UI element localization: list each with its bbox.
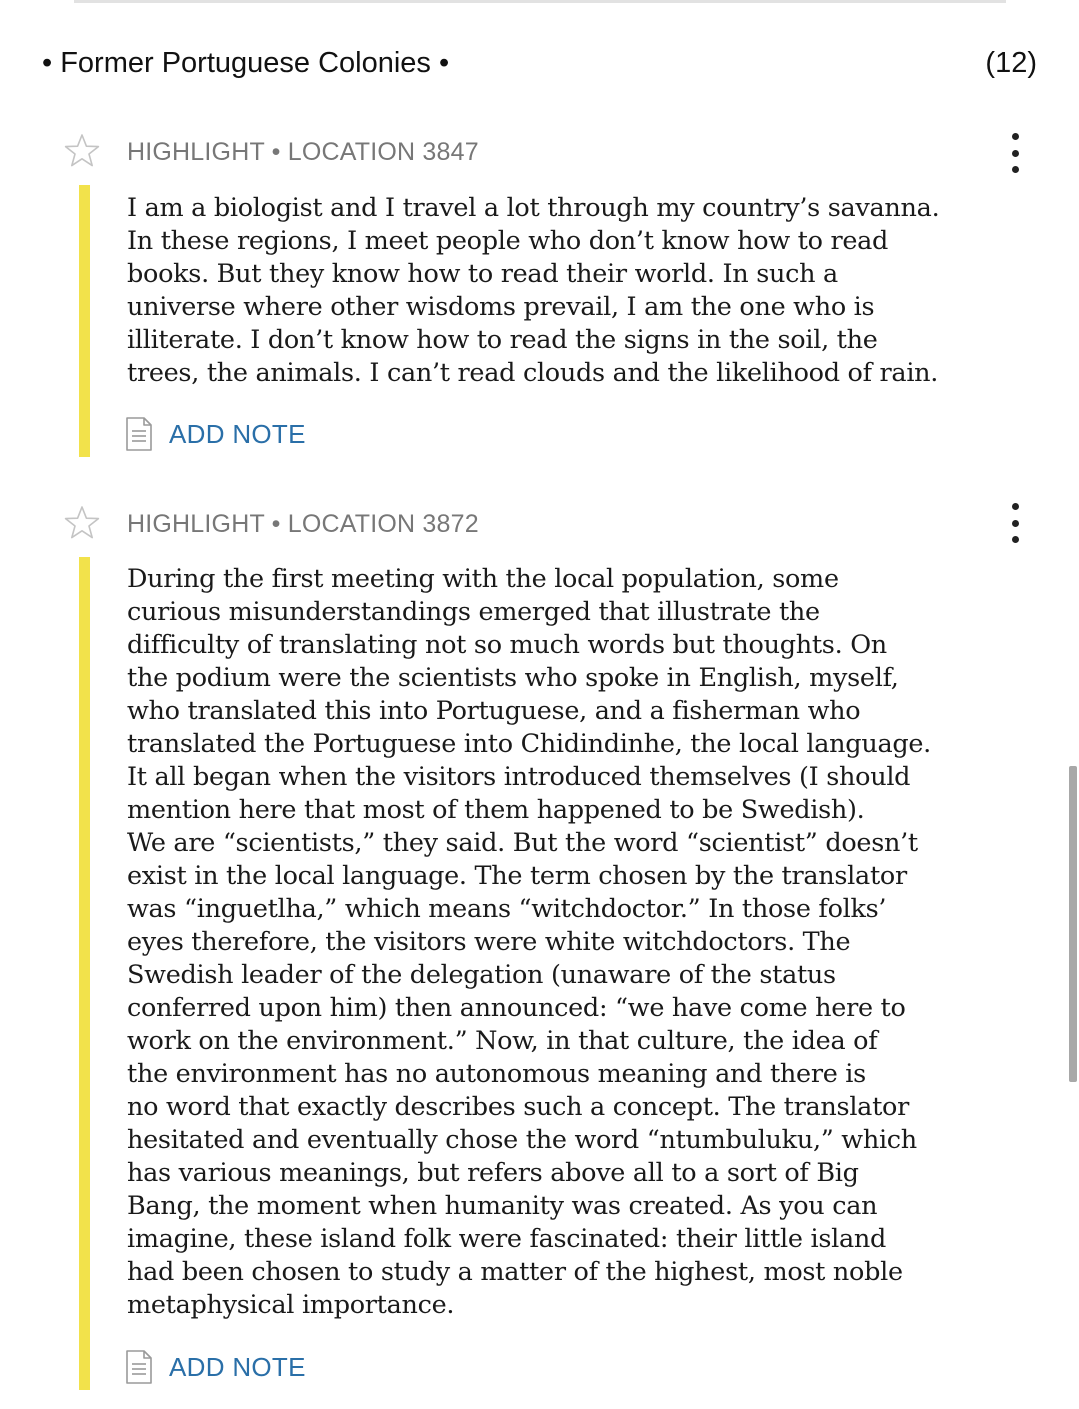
add-note-label: ADD NOTE bbox=[169, 418, 306, 449]
highlight-location: HIGHLIGHT • LOCATION 3847 bbox=[127, 138, 479, 166]
highlight-text: During the first meeting with the local population, some curious misunderstandings emerged that illustrate the difficulty of translating not so much words but thoughts. On the podium were the scientists who spoke in English, myself, who translated this into Portuguese, and a fisherman who translated the Portuguese into Chidindinhe, the local language. It all began when the visitors introduced themselves (I should mention here that most of them happened to be Swedish). We are “scientists,” they said. But the word “scientist” doesn’t exist in the local language. The term chosen by the translator was “inguetlha,” which means “witchdoctor.” In those folks’ eyes therefore, the visitors were white witchdoctors. The Swedish leader of the delegation (unaware of the status conferred upon him) then announced: “we have come here to work on the environment.” Now, in that culture, the idea of the environment has no autonomous meaning and there is no word that exactly describes such a concept. The translator hesitated and eventually chose the word “ntumbuluku,” which has various meanings, but refers above all to a sort of Big Bang, the moment when humanity was created. As you can imagine, these island folk were fascinated: their little island had been chosen to study a matter of the highest, most noble metaphysical importance. bbox=[127, 564, 931, 1320]
section-title: • Former Portuguese Colonies • bbox=[42, 46, 450, 79]
scrollbar[interactable] bbox=[1069, 766, 1077, 1082]
note-icon bbox=[125, 417, 153, 451]
more-vertical-icon[interactable] bbox=[1002, 133, 1028, 173]
section-header bbox=[42, 40, 1037, 86]
note-icon bbox=[125, 1350, 153, 1384]
highlight-location: HIGHLIGHT • LOCATION 3872 bbox=[127, 510, 479, 538]
add-note-button[interactable] bbox=[125, 414, 306, 454]
add-note-button[interactable] bbox=[125, 1347, 306, 1387]
top-divider bbox=[74, 0, 1006, 3]
highlight-color-bar bbox=[79, 557, 90, 1390]
highlight-text: I am a biologist and I travel a lot through my country’s savanna. In these regions, I meet people who don’t know how to read books. But they know how to read their world. In such a universe where other wisdoms prevail, I am the one who is illiterate. I don’t know how to read the signs in the soil, the trees, the animals. I can’t read clouds and the likelihood of rain. bbox=[127, 193, 940, 388]
add-note-label: ADD NOTE bbox=[169, 1351, 306, 1382]
highlight-color-bar bbox=[79, 185, 90, 457]
more-vertical-icon[interactable] bbox=[1002, 503, 1028, 543]
section-count: (12) bbox=[985, 46, 1037, 79]
star-outline-icon[interactable] bbox=[64, 133, 100, 169]
star-outline-icon[interactable] bbox=[64, 505, 100, 541]
